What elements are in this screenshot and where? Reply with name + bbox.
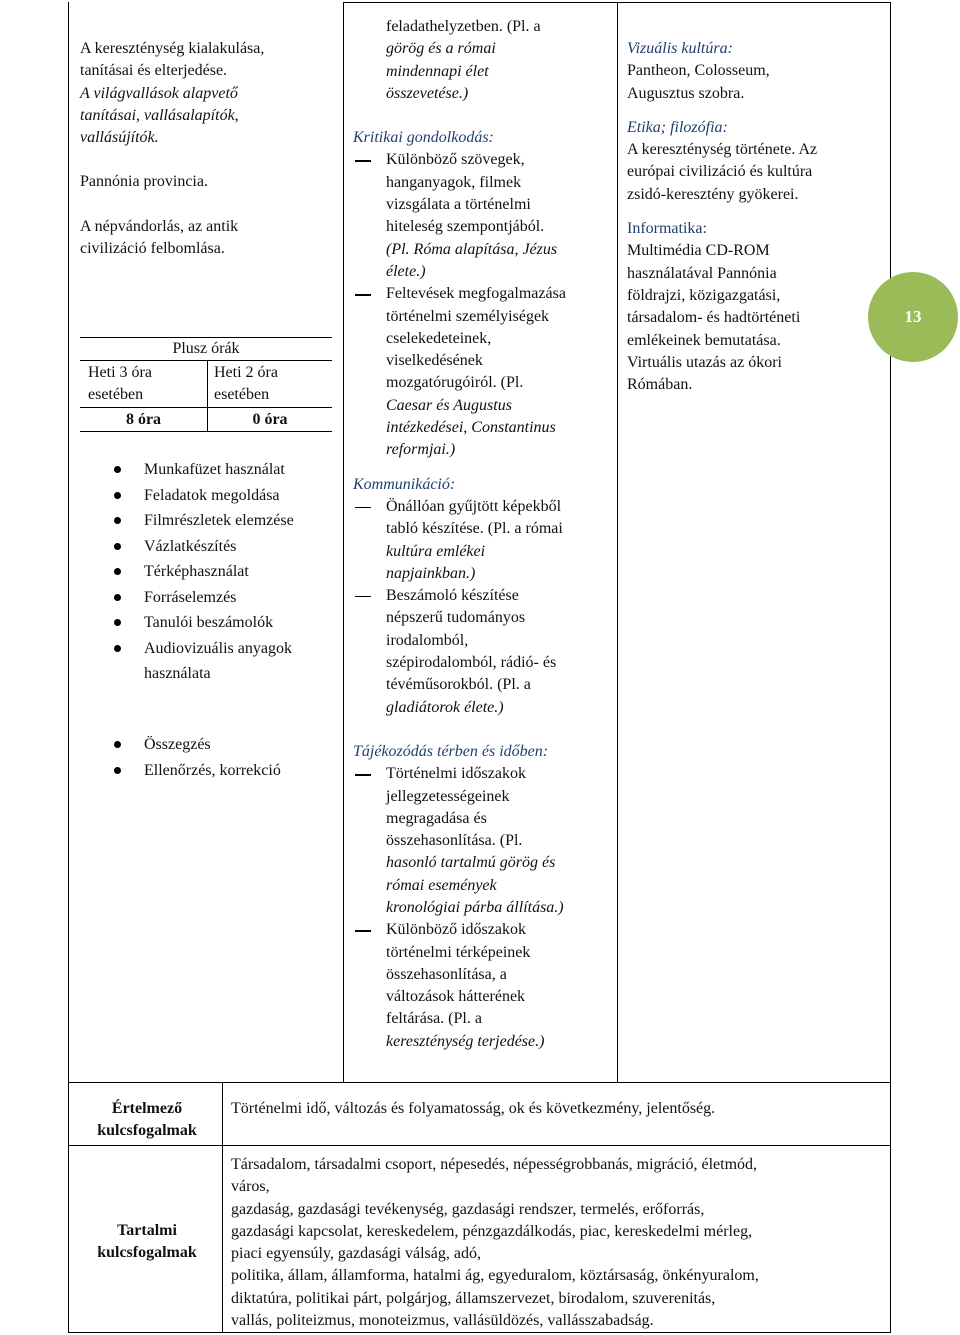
text-line: gazdasági kapcsolat, kereskedelem, pénzgazdálkodás, piac, kereskedelmi mérleg, bbox=[231, 1222, 753, 1240]
ertelmezo-text: Történelmi idő, változás és folyamatosság, ok és következmény, jelentőség. bbox=[231, 1100, 716, 1117]
methods-list bbox=[112, 457, 294, 687]
topic-pannonia: Pannónia provincia. bbox=[80, 173, 208, 191]
list-item: Munkafüzet használat bbox=[112, 457, 294, 483]
text-line: európai civilizáció és kultúra bbox=[627, 163, 813, 181]
table-border-left-upper bbox=[68, 2, 69, 1082]
table-border-right-upper bbox=[890, 2, 891, 1082]
list-item: Ellenőrzés, korrekció bbox=[112, 758, 281, 784]
table-row-divider-2 bbox=[68, 1145, 891, 1146]
section-title-kommunikacio: Kommunikáció: bbox=[353, 475, 456, 493]
text-line: földrajzi, közigazgatási, bbox=[627, 286, 781, 304]
plusz-orak-table bbox=[80, 337, 332, 432]
table-border-right-lower bbox=[890, 1082, 891, 1333]
topic-line: A népvándorlás, az antik bbox=[80, 217, 239, 235]
plusz-orak-col-a-line2: esetében bbox=[88, 386, 144, 403]
text-line: gazdaság, gazdasági tevékenység, gazdasági rendszer, termelés, erőforrás, bbox=[231, 1200, 705, 1218]
plusz-orak-col-b-line1: Heti 2 óra bbox=[214, 364, 278, 381]
list-item: Filmrészletek elemzése bbox=[112, 508, 294, 534]
kritikai-list bbox=[353, 149, 613, 461]
text-line: Társadalom, társadalmi csoport, népesedés, népességrobbanás, migráció, életmód, bbox=[231, 1156, 758, 1173]
text-line: A kereszténység története. Az bbox=[627, 141, 818, 159]
text-line: zsidó-keresztény gyökerei. bbox=[627, 185, 799, 203]
table-divider-col1 bbox=[343, 2, 344, 1082]
page-number-badge bbox=[868, 272, 958, 362]
section-title-informatika: Informatika: bbox=[627, 220, 707, 238]
table-border-left-lower bbox=[68, 1082, 69, 1333]
section-title-etika: Etika; filozófia: bbox=[627, 118, 728, 136]
list-item: Összegzés bbox=[112, 732, 281, 758]
topic-line: civilizáció felbomlása. bbox=[80, 240, 225, 258]
tajekozodas-list bbox=[353, 763, 613, 1053]
plusz-orak-col-a-line1: Heti 3 óra bbox=[88, 364, 152, 381]
text-line: diktatúra, politikai párt, polgárjog, államszervezet, birodalom, szuverenitás, bbox=[231, 1289, 716, 1307]
topic-line: tanításai, vallásalapítók, bbox=[80, 106, 239, 124]
text-line: város, bbox=[231, 1178, 270, 1196]
text-line: vallás, politeizmus, monoteizmus, vallásüldözés, vallásszabadság. bbox=[231, 1312, 654, 1330]
list-item: Különböző szövegek, hanganyagok, filmek vizsgálata a történelmi hiteleség szempontjából. (Pl. Róma alapítása, Jézus élete.) bbox=[353, 149, 613, 283]
list-item: Feltevések megfogalmazása történelmi személyiségek cselekedeteinek, viselkedésének mozgatórugóiról. (Pl. Caesar és Augustus intézkedései, Constantinus reformjai.) bbox=[353, 283, 613, 461]
plusz-orak-val-b: 0 óra bbox=[252, 411, 288, 428]
list-item: Forráselemzés bbox=[112, 585, 294, 611]
section-title-kritikai: Kritikai gondolkodás: bbox=[353, 129, 494, 147]
final-list bbox=[112, 732, 281, 783]
column-skills bbox=[353, 16, 613, 1053]
text-line: Augusztus szobra. bbox=[627, 84, 745, 102]
list-item: Tanulói beszámolók bbox=[112, 610, 294, 636]
topic-line: A kereszténység kialakulása, bbox=[80, 40, 265, 57]
text-line: használatával Pannónia bbox=[627, 264, 777, 282]
list-item: Önállóan gyűjtött képekből tabló készítése. (Pl. a római kultúra emlékei napjainkban.) bbox=[353, 496, 613, 585]
page-number: 13 bbox=[904, 307, 922, 326]
section-title-vizualis: Vizuális kultúra: bbox=[627, 40, 733, 57]
text-line: társadalom- és hadtörténeti bbox=[627, 309, 801, 327]
kommunikacio-list bbox=[353, 496, 613, 719]
topic-line: tanításai és elterjedése. bbox=[80, 62, 228, 80]
topic-line: vallásújítók. bbox=[80, 129, 159, 147]
list-item: Vázlatkészítés bbox=[112, 534, 294, 560]
list-item bbox=[112, 636, 294, 687]
column-connections bbox=[627, 38, 887, 396]
list-item: Beszámoló készítése népszerű tudományos irodalomból, szépirodalomból, rádió- és tévéműsorokból. (Pl. a gladiátorok élete.) bbox=[353, 585, 613, 719]
text-line: emlékeinek bemutatása. bbox=[627, 331, 781, 349]
plusz-orak-col-b-line2: esetében bbox=[214, 386, 270, 403]
list-item-text: Audiovizuális anyagok bbox=[144, 639, 292, 657]
text-line: Multimédia CD-ROM bbox=[627, 242, 770, 260]
intro-line: feladathelyzetben. (Pl. a bbox=[386, 18, 541, 35]
ertelmezo-label: Értelmező kulcsfogalmak bbox=[97, 1100, 197, 1139]
text-line: piaci egyensúly, gazdasági válság, adó, bbox=[231, 1245, 481, 1263]
plusz-orak-val-a: 8 óra bbox=[125, 411, 162, 428]
list-item: Feladatok megoldása bbox=[112, 483, 294, 509]
intro-line: mindennapi élet bbox=[386, 62, 489, 80]
text-line: Rómában. bbox=[627, 376, 693, 394]
table-divider-label bbox=[222, 1082, 223, 1333]
table-row-divider-1 bbox=[68, 1082, 891, 1083]
topic-line: A világvallások alapvető bbox=[80, 84, 238, 102]
text-line: politika, állam, államforma, hatalmi ág, egyeduralom, köztársaság, önkényuralom, bbox=[231, 1267, 759, 1285]
intro-line: összevetése.) bbox=[386, 84, 469, 102]
text-line: Pantheon, Colosseum, bbox=[627, 62, 770, 80]
tartalmi-text bbox=[231, 1154, 871, 1332]
intro-line: görög és a római bbox=[386, 40, 496, 58]
table-divider-col2 bbox=[617, 2, 618, 1082]
text-line: Virtuális utazás az ókori bbox=[627, 353, 782, 371]
section-title-tajekozodas: Tájékozódás térben és időben: bbox=[353, 742, 549, 760]
list-item: Térképhasználat bbox=[112, 559, 294, 585]
plusz-orak-header: Plusz órák bbox=[172, 340, 240, 357]
list-item: Történelmi időszakok jellegzetességeinek megragadása és összehasonlítása. (Pl. hasonló tartalmú görög és római események kronológiai párba állítása.) bbox=[353, 763, 613, 919]
tartalmi-label: Tartalmi kulcsfogalmak bbox=[97, 1222, 197, 1261]
list-item-text: használata bbox=[144, 665, 211, 682]
list-item: Különböző időszakok történelmi térképeinek összehasonlítása, a változások hátterének feltárása. (Pl. a kereszténység terjedése.) bbox=[353, 919, 613, 1053]
column-topics bbox=[80, 38, 338, 260]
